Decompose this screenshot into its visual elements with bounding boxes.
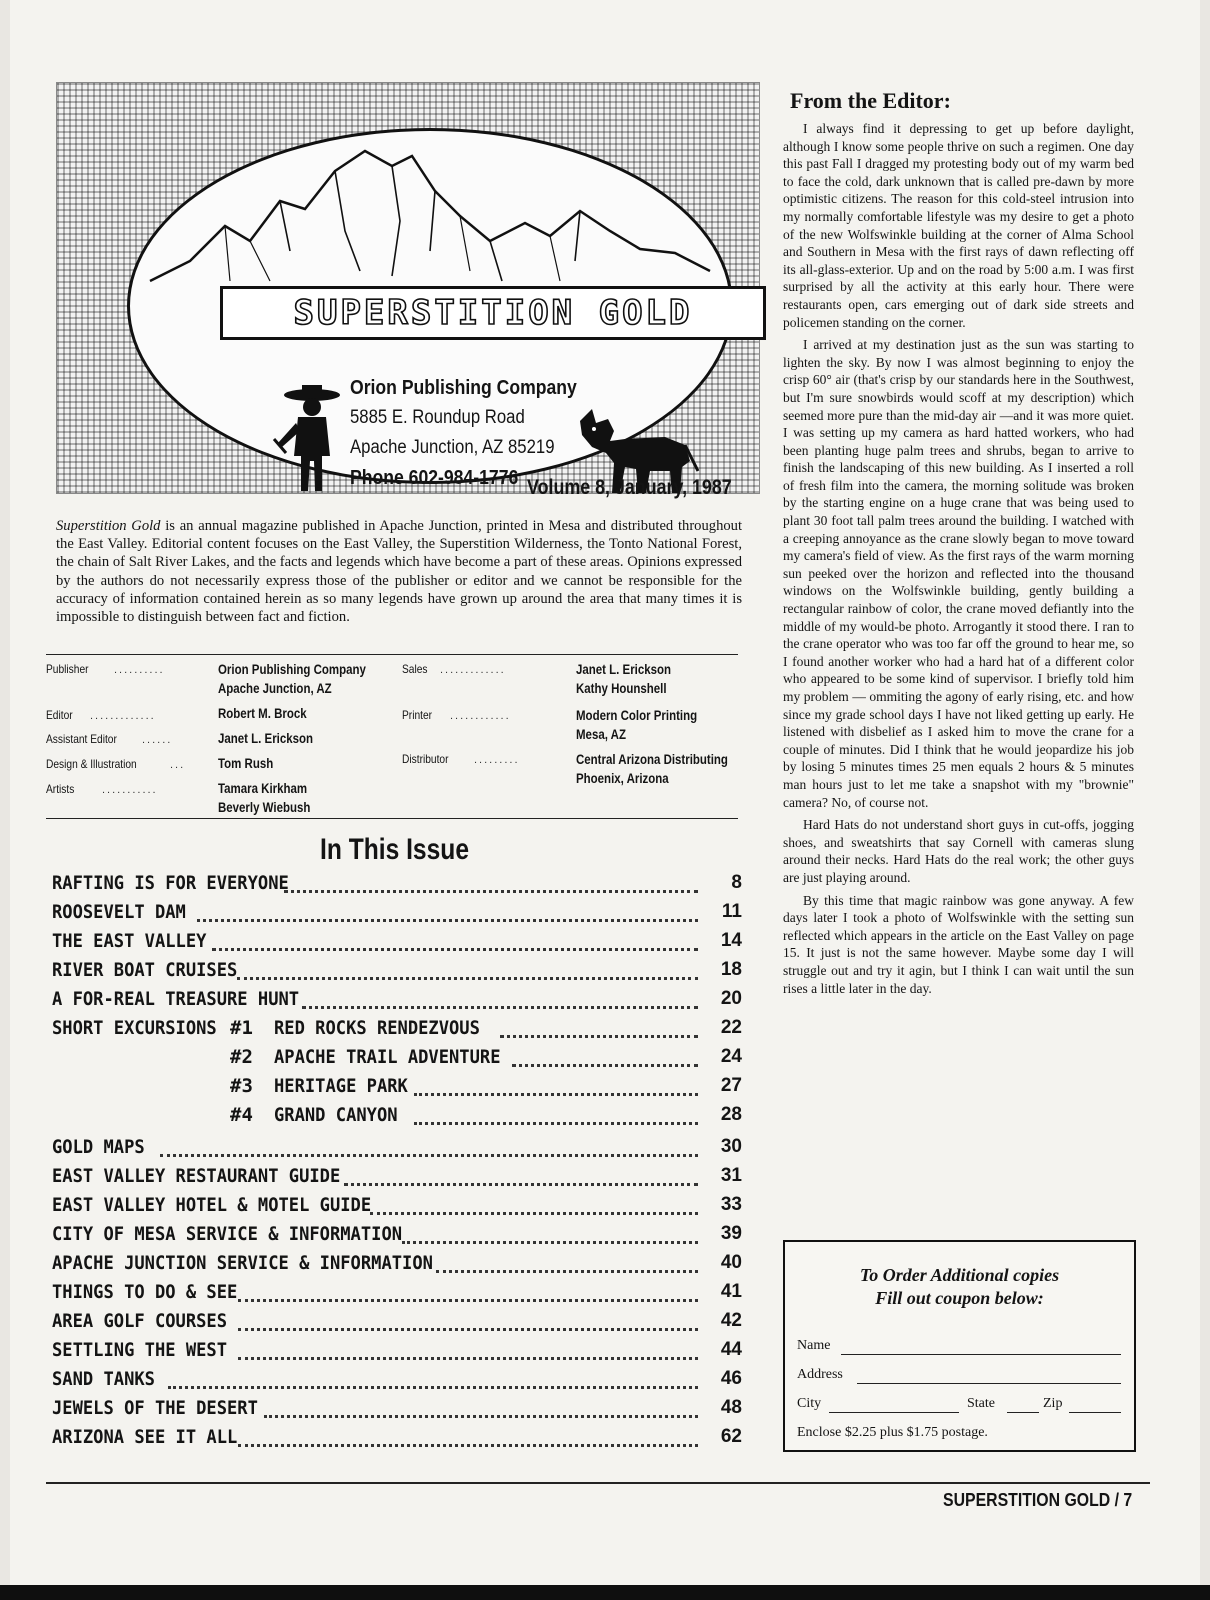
toc-item-page: 33 xyxy=(720,1194,742,1215)
toc-item-page: 24 xyxy=(720,1046,742,1067)
toc-item-page: 18 xyxy=(720,959,742,980)
leader-dots xyxy=(212,938,698,951)
toc-item[interactable] xyxy=(52,1368,742,1396)
printer-role: Printer xyxy=(402,708,433,722)
intro-text: is an annual magazine published in Apache Junction, printed in Mesa and distributed throughout the East Valley. Editorial content focuses on the East Valley, the Superstition Wilderness, the Tonto National Forest, the chain of Salt River Lakes, and the facts and legends which have become a part of these areas. Opinions expressed by the authors do not necessarily express those of the publisher or editor and we cannot be responsible for the accuracy of information contained herein as so many legends have grown up around the area that many times it is impossible to distinguish between fact and fiction. xyxy=(56,518,743,626)
leader-dots xyxy=(264,1405,698,1418)
header-artwork xyxy=(56,82,760,494)
editor-paragraph: By this time that magic rainbow was gone anyway. A few days later I took a photo of Wolfswinkle with the setting sun reflected which appears in the article on the East Valley on page 15. It just is not the same however. Maybe some day I will struggle out and try it agin, but I think I can wait until the sun rises a little later in the day. xyxy=(783,892,1134,996)
editor-paragraph: I always find it depressing to get up before daylight, although I know some people thrive on such a regimen. One day this past Fall I dragged my protesting body out of my warm bed to face the cold, dark unknown that is called pre-dawn by more optimistic citizens. The reason for this cold-steel intrusion into my normally comfortable lifestyle was my desire to get a photo of the new Wolfswinkle building at the corner of Alma School and Southern in Mesa with the first rays of dawn reflecting off its all-glass-exterior. Up and on the road by 5:00 a.m. I was first surprised by all the activity at this early hour. There were restaurants open, cars emerging out of dark side streets and policemen standing on the corner. xyxy=(783,121,1134,330)
leader-dots xyxy=(238,1289,698,1302)
name-label: Name xyxy=(797,1338,831,1353)
toc-item-title: GRAND CANYON xyxy=(274,1104,398,1126)
excursion-number: #3 xyxy=(230,1075,253,1097)
publisher-line-1: Orion Publishing Company xyxy=(218,662,366,677)
leader-dots xyxy=(370,1202,698,1215)
toc-item-page: 27 xyxy=(720,1075,742,1096)
toc-item-title: RAFTING IS FOR EVERYONE xyxy=(52,872,289,894)
toc-item-title: SETTLING THE WEST xyxy=(52,1339,228,1361)
toc-item[interactable] xyxy=(52,1104,742,1132)
zip-field[interactable] xyxy=(1069,1412,1121,1413)
name-field[interactable] xyxy=(841,1354,1121,1355)
excursion-number: #2 xyxy=(230,1046,253,1068)
editor-heading: From the Editor: xyxy=(790,88,951,113)
coupon-title-line-1: To Order Additional copies xyxy=(859,1265,1060,1285)
toc-item-title: RED ROCKS RENDEZVOUS xyxy=(274,1017,480,1039)
address-line-2: Apache Junction, AZ 85219 xyxy=(350,437,555,458)
printer-line-1: Modern Color Printing xyxy=(576,708,698,723)
leader-dots xyxy=(500,1025,698,1038)
artists-line-1: Tamara Kirkham xyxy=(218,781,308,796)
leader-dots xyxy=(238,1347,698,1360)
publisher-role: Publisher xyxy=(46,662,89,676)
toc-item-title: ARIZONA SEE IT ALL xyxy=(52,1426,238,1448)
scan-edge-bar xyxy=(0,1585,1210,1600)
editor-role: Editor xyxy=(46,708,73,722)
toc-item-page: 42 xyxy=(720,1310,742,1331)
toc-item-page: 48 xyxy=(720,1397,742,1418)
leader-dots xyxy=(512,1054,698,1067)
toc-item-title: ROOSEVELT DAM xyxy=(52,901,186,923)
sales-line-2: Kathy Hounshell xyxy=(576,681,667,696)
leader-dots xyxy=(238,1434,698,1447)
toc-item-title: THE EAST VALLEY xyxy=(52,930,207,952)
toc-item[interactable] xyxy=(52,1339,742,1367)
leader-dots: ... xyxy=(170,759,186,771)
toc-item[interactable] xyxy=(52,1223,742,1251)
toc-item-page: 39 xyxy=(720,1223,742,1244)
toc-item-page: 20 xyxy=(720,988,742,1009)
toc-item-page: 8 xyxy=(731,872,742,893)
leader-dots: ........... xyxy=(102,784,158,796)
toc-item-title: THINGS TO DO & SEE xyxy=(52,1281,238,1303)
coupon-title xyxy=(785,1264,1134,1310)
leader-dots xyxy=(402,1231,698,1244)
toc-item-page: 30 xyxy=(720,1136,742,1157)
toc-item[interactable] xyxy=(52,959,742,987)
editor-paragraph: I arrived at my destination just as the sun was starting to lighten the sky. By now I was almost beginning to enjoy the crisp 60° air (that's crisp by our standards here in the Southwest, but I'm sure snowbirds would scoff at my description) which seemed more pure than the mid-day air —and it was more quiet. I was setting up my camera as hard hatted workers, who had been planting huge palm trees and shrubs, began to arrive to finish the landscaping of this new building. As I inserted a roll of fresh film into the camera, the morning solitude was broken by the starting engine on a huge crane that was being used to plant 30 foot tall palm trees around the building. I watched with a creeping annoyance as the crane slowly began to move toward my camera's field of view. As the first rays of the warm morning sun peeked over the horizon and reflected into the thousand windows on the Wolfswinkle building, gently building a rectangular rainbow of color, the crane moved defiantly into the middle of my would-be photo. Arrogantly it stood there. I ran to the crane operator who was too far off the ground to hear me, so I found another worker who had a hard hat of a different color who appeared to be some kind of supervisor. I briefly told him my problem — ommiting the agony of early rising, etc. and how since my grade school days I have not liked getting up early. He listened with disbelief as I asked him to move the crane for a couple of minutes. Did I think that he would jeopardize his job by losing 5 minutes times 25 men equals 2 hours & 5 minutes man hours just to let me take a snapshot with my "brownie" camera? No, of course not. xyxy=(783,337,1134,810)
leader-dots xyxy=(436,1260,698,1273)
toc-item-title: EAST VALLEY RESTAURANT GUIDE xyxy=(52,1165,341,1187)
editor-name: Robert M. Brock xyxy=(218,706,307,721)
city-field[interactable] xyxy=(829,1412,959,1413)
leader-dots xyxy=(237,967,698,980)
intro-paragraph xyxy=(56,517,742,626)
distributor-line-2: Phoenix, Arizona xyxy=(576,771,669,786)
design-role: Design & Illustration xyxy=(46,757,137,771)
toc-item-page: 11 xyxy=(721,901,742,922)
toc-item-page: 22 xyxy=(720,1017,742,1038)
toc-item-title: CITY OF MESA SERVICE & INFORMATION xyxy=(52,1223,403,1245)
toc-item[interactable] xyxy=(52,930,742,958)
leader-dots xyxy=(414,1083,698,1096)
state-label: State xyxy=(967,1396,995,1411)
toc-item-page: 46 xyxy=(720,1368,742,1389)
leader-dots xyxy=(168,1376,698,1389)
toc-item-title: A FOR-REAL TREASURE HUNT xyxy=(52,988,300,1010)
address-field[interactable] xyxy=(857,1383,1121,1384)
coupon-title-line-2: Fill out coupon below: xyxy=(875,1288,1044,1308)
assistant-editor-name: Janet L. Erickson xyxy=(218,731,314,746)
leader-dots: ............ xyxy=(450,710,511,722)
toc-top-rule xyxy=(46,818,738,819)
leader-dots: ............. xyxy=(90,710,156,722)
distributor-role: Distributor xyxy=(402,752,449,766)
printer-line-2: Mesa, AZ xyxy=(576,727,626,742)
excursion-number: #1 xyxy=(230,1017,253,1039)
toc-item-title: SAND TANKS xyxy=(52,1368,155,1390)
leader-dots xyxy=(238,1318,698,1331)
editor-paragraph: Hard Hats do not understand short guys in cut-offs, jogging shoes, and sweatshirts that say Cornell with cameras slung around their necks. Hard Hats do the real work; the other guys are just playing around. xyxy=(783,817,1134,885)
toc-item[interactable] xyxy=(52,1075,742,1103)
assistant-editor-role: Assistant Editor xyxy=(46,732,117,746)
address-label: Address xyxy=(797,1367,843,1382)
toc-item-page: 14 xyxy=(720,930,742,951)
leader-dots xyxy=(284,880,698,893)
toc-title: In This Issue xyxy=(320,833,470,866)
leader-dots: ......... xyxy=(474,754,520,766)
toc-item-title: AREA GOLF COURSES xyxy=(52,1310,228,1332)
toc-item-page: 31 xyxy=(720,1165,742,1186)
design-name: Tom Rush xyxy=(218,756,274,771)
toc-item[interactable] xyxy=(52,1310,742,1338)
toc-item[interactable] xyxy=(52,1194,742,1222)
zip-label: Zip xyxy=(1043,1396,1063,1411)
enclose-text: Enclose $2.25 plus $1.75 postage. xyxy=(797,1425,988,1440)
toc-item-title: JEWELS OF THE DESERT xyxy=(52,1397,258,1419)
toc-item-title: APACHE JUNCTION SERVICE & INFORMATION xyxy=(52,1252,433,1274)
toc-item-title: EAST VALLEY HOTEL & MOTEL GUIDE xyxy=(52,1194,372,1216)
magazine-name: Superstition Gold xyxy=(56,518,161,534)
leader-dots: ............. xyxy=(440,664,506,676)
toc-item[interactable] xyxy=(52,1046,742,1074)
page-folio: SUPERSTITION GOLD / 7 xyxy=(943,1490,1133,1510)
leader-dots xyxy=(414,1112,698,1125)
logo-title: SUPERSTITION GOLD xyxy=(293,293,693,333)
toc-item-page: 44 xyxy=(720,1339,742,1360)
artists-line-2: Beverly Wiebush xyxy=(218,800,311,815)
sales-role: Sales xyxy=(402,662,428,676)
city-label: City xyxy=(797,1396,822,1411)
leader-dots xyxy=(344,1173,698,1186)
leader-dots xyxy=(197,909,698,922)
toc-item[interactable] xyxy=(52,1397,742,1425)
leader-dots xyxy=(160,1144,698,1157)
superstition-gold-logo xyxy=(220,286,766,340)
toc-item[interactable] xyxy=(52,1017,742,1045)
toc-item-page: 28 xyxy=(720,1104,742,1125)
prospector-icon xyxy=(270,381,350,501)
toc-item-page: 41 xyxy=(720,1281,742,1302)
editor-letter xyxy=(783,120,1134,1002)
leader-dots: ...... xyxy=(142,734,173,746)
excursion-number: #4 xyxy=(230,1104,253,1126)
staff-top-rule xyxy=(46,654,738,655)
toc-item-title: RIVER BOAT CRUISES xyxy=(52,959,238,981)
toc-item[interactable] xyxy=(52,1165,742,1193)
toc-item-title: HERITAGE PARK xyxy=(274,1075,408,1097)
state-field[interactable] xyxy=(1007,1412,1039,1413)
leader-dots: .......... xyxy=(114,664,165,676)
toc-item[interactable] xyxy=(52,1426,742,1454)
toc-item[interactable] xyxy=(52,872,742,900)
publisher-name: Orion Publishing Company xyxy=(350,377,577,399)
publisher-line-2: Apache Junction, AZ xyxy=(218,681,332,696)
sales-line-1: Janet L. Erickson xyxy=(576,662,672,677)
mountains-illustration xyxy=(130,131,730,311)
toc-item-title: APACHE TRAIL ADVENTURE xyxy=(274,1046,501,1068)
artists-role: Artists xyxy=(46,782,75,796)
footer-rule xyxy=(46,1482,1150,1484)
toc-item[interactable] xyxy=(52,901,742,929)
phone-number: Phone 602-984-1776 xyxy=(350,467,519,489)
short-excursions-label: SHORT EXCURSIONS xyxy=(52,1017,217,1039)
toc-item-page: 62 xyxy=(720,1426,742,1447)
toc-item[interactable] xyxy=(52,988,742,1016)
publisher-address-block xyxy=(350,373,577,493)
distributor-line-1: Central Arizona Distributing xyxy=(576,752,728,767)
toc-item[interactable] xyxy=(52,1252,742,1280)
order-coupon xyxy=(783,1240,1136,1452)
leader-dots xyxy=(302,996,698,1009)
toc-item-page: 40 xyxy=(720,1252,742,1273)
toc-item[interactable] xyxy=(52,1136,742,1164)
toc-item-title: GOLD MAPS xyxy=(52,1136,145,1158)
toc-item[interactable] xyxy=(52,1281,742,1309)
volume-date: Volume 8, January, 1987 xyxy=(527,476,732,499)
address-line-1: 5885 E. Roundup Road xyxy=(350,407,525,428)
